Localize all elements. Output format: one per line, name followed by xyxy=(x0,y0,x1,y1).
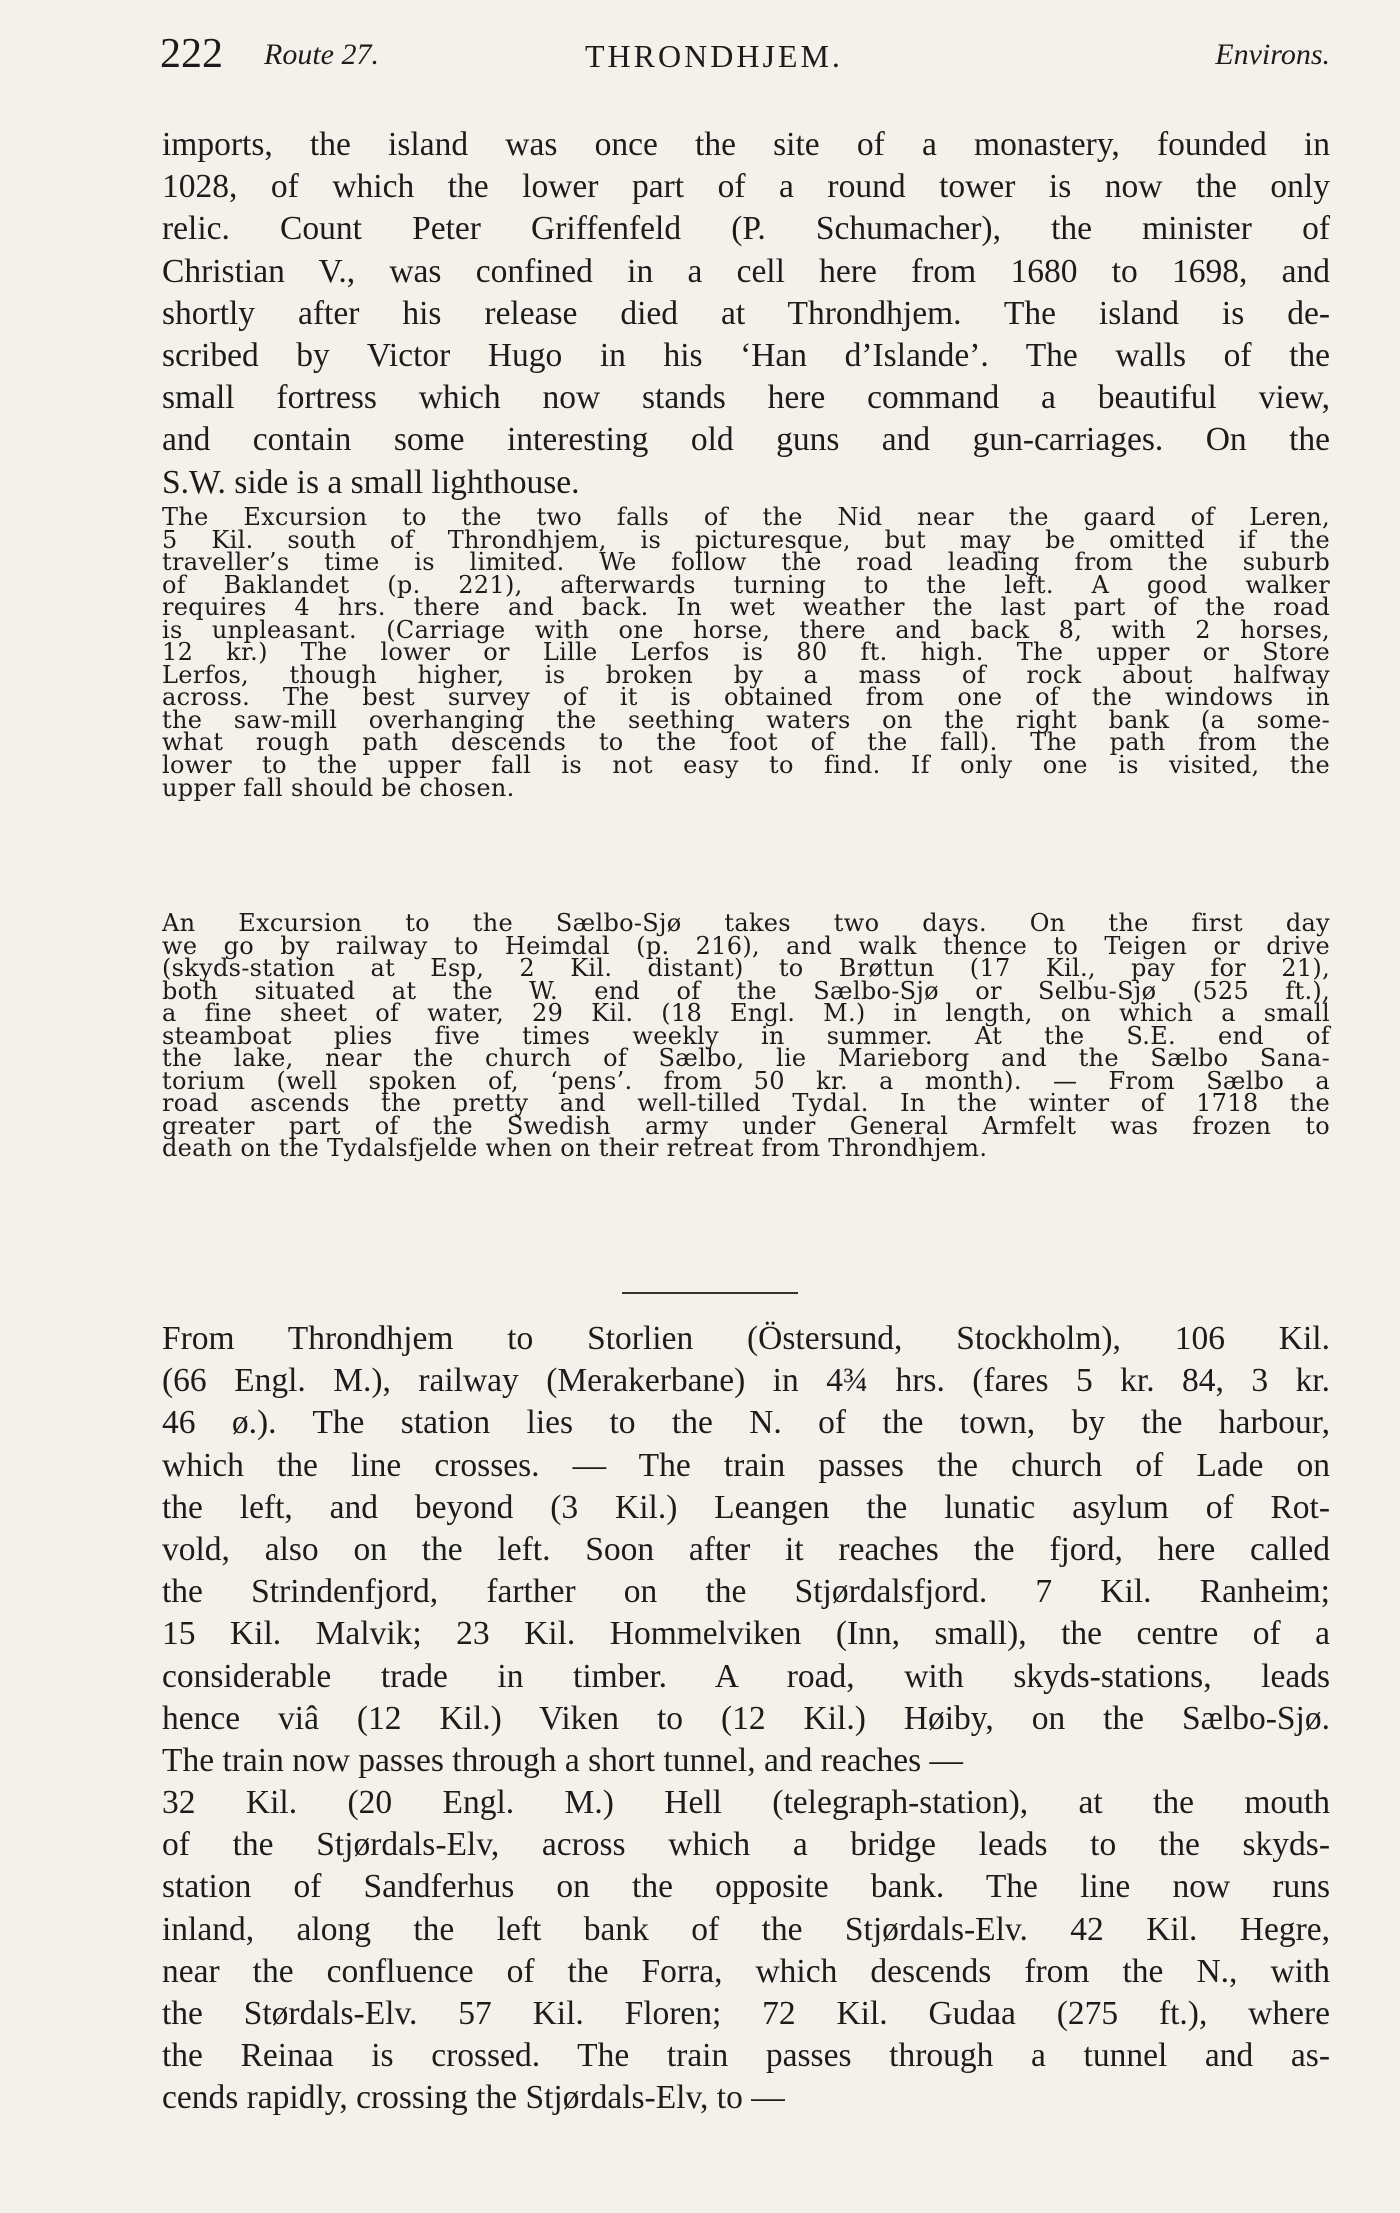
text-line: 46 ø.). The station lies to the N. of the town, by the harbour, xyxy=(162,1404,1330,1442)
text-line: of the Stjørdals-Elv, across which a bridge leads to the skyds- xyxy=(162,1826,1330,1864)
text-line: 15 Kil. Malvik; 23 Kil. Hommelviken (Inn, small), the centre of a xyxy=(162,1615,1330,1653)
text-line: The train now passes through a short tunnel, and reaches — xyxy=(162,1742,963,1780)
paragraph-island xyxy=(162,124,1330,504)
text-line: S.W. side is a small lighthouse. xyxy=(162,463,580,501)
text-line: torium (well spoken of, ‘pens’. from 50 kr. a month). — From Sælbo a xyxy=(162,1066,1330,1095)
text-line: of Baklandet (p. 221), afterwards turning to the left. A good walker xyxy=(162,570,1330,599)
text-line: The Excursion to the two falls of the Nid near the gaard of Leren, xyxy=(162,503,1330,531)
text-line: (skyds-station at Esp, 2 Kil. distant) to Brøttun (17 Kil., pay for 21), xyxy=(162,954,1330,983)
text-line: both situated at the W. end of the Sælbo-Sjø or Selbu-Sjø (525 ft.), xyxy=(162,976,1330,1005)
text-line: 1028, of which the lower part of a round tower is now the only xyxy=(162,168,1330,206)
text-line: across. The best survey of it is obtained from one of the windows in xyxy=(162,683,1330,712)
text-line: station of Sandferhus on the opposite bank. The line now runs xyxy=(162,1868,1330,1906)
text-line: death on the Tydalsfjelde when on their retreat from Throndhjem. xyxy=(162,1134,988,1163)
text-line: steamboat plies five times weekly in summer. At the S.E. end of xyxy=(162,1021,1330,1050)
text-line: An Excursion to the Sælbo-Sjø takes two days. On the first day xyxy=(162,909,1330,937)
text-line: traveller’s time is limited. We follow the road leading from the suburb xyxy=(162,548,1330,577)
paragraph-hell-station xyxy=(162,1782,1330,2120)
text-line: requires 4 hrs. there and back. In wet weather the last part of the road xyxy=(162,593,1330,622)
running-header xyxy=(160,30,1330,80)
text-line: inland, along the left bank of the Stjørdals-Elv. 42 Kil. Hegre, xyxy=(162,1910,1330,1948)
section-label: Environs. xyxy=(1215,38,1330,71)
text-line: hence viâ (12 Kil.) Viken to (12 Kil.) Høiby, on the Sælbo-Sjø. xyxy=(162,1699,1330,1737)
text-line: (66 Engl. M.), railway (Merakerbane) in 4¾ hrs. (fares 5 kr. 84, 3 kr. xyxy=(162,1362,1330,1400)
text-line: 12 kr.) The lower or Lille Lerfos is 80 ft. high. The upper or Store xyxy=(162,638,1330,667)
text-line: vold, also on the left. Soon after it reaches the fjord, here called xyxy=(162,1531,1330,1569)
text-line: lower to the upper fall is not easy to find. If only one is visited, the xyxy=(162,751,1330,780)
text-line: relic. Count Peter Griffenfeld (P. Schumacher), the minister of xyxy=(162,210,1330,248)
text-line: near the confluence of the Forra, which descends from the N., with xyxy=(162,1952,1330,1990)
text-line: is unpleasant. (Carriage with one horse, there and back 8, with 2 horses, xyxy=(162,615,1330,644)
text-line: the saw-mill overhanging the seething waters on the right bank (a some- xyxy=(162,705,1330,734)
paragraph-excursion-saelbo xyxy=(162,909,1330,1163)
text-line: 32 Kil. (20 Engl. M.) Hell (telegraph-station), at the mouth xyxy=(162,1784,1330,1821)
text-line: we go by railway to Heimdal (p. 216), and walk thence to Teigen or drive xyxy=(162,931,1330,960)
text-line: the Størdals-Elv. 57 Kil. Floren; 72 Kil. Gudaa (275 ft.), where xyxy=(162,1995,1330,2033)
city-title: THRONDHJEM. xyxy=(585,38,843,74)
text-line: From Throndhjem to Storlien (Östersund, Stockholm), 106 Kil. xyxy=(162,1320,1330,1357)
text-line: the left, and beyond (3 Kil.) Leangen the lunatic asylum of Rot- xyxy=(162,1488,1330,1526)
text-line: Lerfos, though higher, is broken by a mass of rock about halfway xyxy=(162,660,1330,689)
text-line: upper fall should be chosen. xyxy=(162,773,515,802)
text-line: scribed by Victor Hugo in his ‘Han d’Islande’. The walls of the xyxy=(162,337,1330,375)
text-line: greater part of the Swedish army under General Armfelt was frozen to xyxy=(162,1111,1330,1140)
text-line: shortly after his release died at Throndhjem. The island is de- xyxy=(162,294,1330,332)
page-number: 222 xyxy=(160,31,223,77)
text-line: 5 Kil. south of Throndhjem, is picturesque, but may be omitted if the xyxy=(162,525,1330,554)
text-line: Christian V., was confined in a cell here from 1680 to 1698, and xyxy=(162,252,1330,290)
text-line: the Reinaa is crossed. The train passes through a tunnel and as- xyxy=(162,2037,1330,2075)
text-line: small fortress which now stands here command a beautiful view, xyxy=(162,379,1330,417)
text-line: and contain some interesting old guns and gun-carriages. On the xyxy=(162,421,1330,459)
text-line: what rough path descends to the foot of the fall). The path from the xyxy=(162,728,1330,757)
text-line: cends rapidly, crossing the Stjørdals-Elv, to — xyxy=(162,2079,785,2117)
text-line: imports, the island was once the site of a monastery, founded in xyxy=(162,126,1330,163)
text-line: a fine sheet of water, 29 Kil. (18 Engl. M.) in length, on which a small xyxy=(162,999,1330,1028)
text-line: the Strindenfjord, farther on the Stjørdalsfjord. 7 Kil. Ranheim; xyxy=(162,1573,1330,1611)
text-line: considerable trade in timber. A road, with skyds-stations, leads xyxy=(162,1657,1330,1695)
section-divider xyxy=(622,1292,798,1294)
text-line: road ascends the pretty and well-tilled Tydal. In the winter of 1718 the xyxy=(162,1089,1330,1118)
route-label: Route 27. xyxy=(264,38,379,71)
paragraph-excursion-leren xyxy=(162,503,1330,802)
text-line: the lake, near the church of Sælbo, lie Marieborg and the Sælbo Sana- xyxy=(162,1044,1330,1073)
paragraph-railway-storlien xyxy=(162,1318,1330,1782)
text-line: which the line crosses. — The train passes the church of Lade on xyxy=(162,1446,1330,1484)
